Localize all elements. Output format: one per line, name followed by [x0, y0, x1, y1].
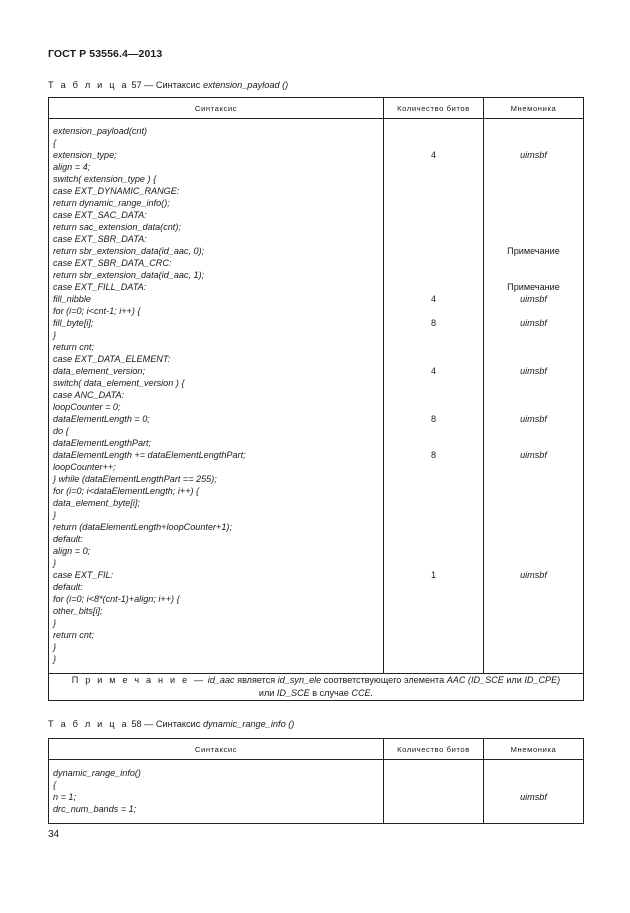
mnemonic-value: uimsbf [520, 318, 547, 328]
bits-value: 4 [430, 294, 437, 304]
mnemonic-value: uimsbf [520, 366, 547, 376]
mnemonic-value [484, 557, 583, 569]
mnemonic-value [484, 125, 583, 137]
mnemonic-value [484, 257, 583, 269]
mnemonic-value [484, 437, 583, 449]
syntax-line: return cnt; [53, 342, 94, 352]
mnemonic-value: uimsbf [520, 450, 547, 460]
table58-body-row [49, 760, 584, 824]
note-text: или [258, 688, 275, 698]
note-term: id_aac [207, 675, 235, 685]
mnemonic-value: uimsbf [520, 570, 547, 580]
syntax-line: } [53, 642, 57, 652]
mnemonic-value [484, 509, 583, 521]
bits-value [384, 509, 483, 521]
syntax-line: fill_nibble [53, 294, 91, 304]
bits-value [384, 533, 483, 545]
note-term: CCE. [351, 688, 374, 698]
syntax-line: } [53, 330, 57, 340]
syntax-lines [49, 125, 383, 665]
table57-caption [48, 80, 288, 90]
syntax-line: } while (dataElementLengthPart == 255); [53, 474, 217, 484]
table57-name: extension_payload () [202, 80, 289, 90]
bits-value [384, 593, 483, 605]
syntax-line: } [53, 654, 57, 664]
bits-value [384, 197, 483, 209]
mnemonic-value [484, 473, 583, 485]
syntax-line: { [53, 138, 57, 148]
mnemonic-value [484, 593, 583, 605]
syntax-line: { [53, 780, 57, 790]
bits-value [384, 245, 483, 257]
bits-value [384, 257, 483, 269]
table57-header-row [49, 98, 584, 119]
mnemonic-lines [484, 125, 583, 665]
mnemonic-value [484, 233, 583, 245]
syntax-line: do { [53, 426, 69, 436]
mnemonic-value [484, 485, 583, 497]
syntax-line: n = 1; [53, 792, 77, 802]
bits-value: 8 [430, 414, 437, 424]
table57 [48, 97, 584, 701]
bits-value: 1 [430, 570, 437, 580]
header-syntax: Синтаксис [49, 739, 384, 760]
mnemonic-value [484, 653, 583, 665]
syntax-line: loopCounter = 0; [53, 402, 121, 412]
mnemonic-value [484, 779, 583, 791]
syntax-line: for (i=0; i<8*(cnt-1)+align; i++) { [53, 594, 180, 604]
mnemonic-value: Примечание [507, 246, 560, 256]
mnemonic-value: uimsbf [520, 414, 547, 424]
mnemonic-value [484, 341, 583, 353]
table58 [48, 738, 584, 824]
syntax-line: } [53, 510, 57, 520]
page-number: 34 [48, 829, 60, 840]
note-text: в случае [312, 688, 349, 698]
bits-value [384, 497, 483, 509]
syntax-line: case EXT_SBR_DATA: [53, 234, 147, 244]
bits-value: 4 [430, 150, 437, 160]
note-text: является [237, 675, 276, 685]
syntax-line: extension_payload(cnt) [53, 126, 148, 136]
header-mnemonic: Мнемоника [484, 739, 584, 760]
syntax-line: case EXT_DATA_ELEMENT: [53, 354, 171, 364]
mnemonic-value [484, 767, 583, 779]
syntax-column [49, 119, 384, 674]
mnemonic-value: uimsbf [520, 792, 547, 802]
bits-value [384, 173, 483, 185]
bits-value: 8 [430, 318, 437, 328]
bits-value [384, 653, 483, 665]
syntax-line: dataElementLength = 0; [53, 414, 150, 424]
syntax-line: extension_type; [53, 150, 117, 160]
mnemonic-value [484, 197, 583, 209]
mnemonic-value [484, 533, 583, 545]
bits-value [384, 425, 483, 437]
note-term: ID_SCE [276, 688, 310, 698]
syntax-line: return sac_extension_data(cnt); [53, 222, 181, 232]
mnemonic-value [484, 521, 583, 533]
table58-dash: — Синтаксис [144, 719, 201, 729]
syntax-line: drc_num_bands = 1; [53, 804, 137, 814]
table58-label: Т а б л и ц а [48, 719, 129, 729]
syntax-line: return dynamic_range_info(); [53, 198, 170, 208]
syntax-line: dynamic_range_info() [53, 768, 141, 778]
bits-value [384, 341, 483, 353]
bits-value [384, 137, 483, 149]
table57-dash: — Синтаксис [144, 80, 201, 90]
bits-value [384, 125, 483, 137]
table58-caption [48, 719, 294, 729]
mnemonic-value [484, 269, 583, 281]
mnemonic-value [484, 629, 583, 641]
table57-label: Т а б л и ц а [48, 80, 129, 90]
header-mnemonic: Мнемоника [484, 98, 584, 119]
bits-column [384, 119, 484, 674]
syntax-line: case EXT_FIL: [53, 570, 114, 580]
mnemonic-column [484, 119, 584, 674]
syntax-line: return cnt; [53, 630, 94, 640]
syntax-line: case EXT_DYNAMIC_RANGE: [53, 186, 180, 196]
table57-note [49, 674, 584, 701]
syntax-line: dataElementLength += dataElementLengthPart; [53, 450, 246, 460]
bits-value [384, 629, 483, 641]
syntax-line: return sbr_extension_data(id_aac, 1); [53, 270, 205, 280]
mnemonic-value [484, 173, 583, 185]
syntax-line: loopCounter++; [53, 462, 116, 472]
bits-value [384, 401, 483, 413]
note-label: П р и м е ч а н и е — [71, 675, 206, 685]
mnemonic-value: Примечание [507, 282, 560, 292]
bits-value [384, 437, 483, 449]
syntax-line: other_bits[i]; [53, 606, 103, 616]
bits-value [384, 161, 483, 173]
bits-value [384, 485, 483, 497]
table58-header-row [49, 739, 584, 760]
mnemonic-value [484, 185, 583, 197]
mnemonic-value [484, 209, 583, 221]
syntax-line: align = 0; [53, 546, 91, 556]
mnemonic-value [484, 617, 583, 629]
header-bits: Количество битов [384, 98, 484, 119]
syntax-line: fill_byte[i]; [53, 318, 94, 328]
syntax-line: data_element_byte[i]; [53, 498, 140, 508]
syntax-line: dataElementLengthPart; [53, 438, 152, 448]
mnemonic-value [484, 461, 583, 473]
mnemonic-value [484, 425, 583, 437]
syntax-line: for (i=0; i<cnt-1; i++) { [53, 306, 141, 316]
bits-value [384, 605, 483, 617]
bits-value [384, 803, 483, 815]
mnemonic-value [484, 329, 583, 341]
bits-value: 8 [430, 450, 437, 460]
syntax-line: switch( extension_type ) { [53, 174, 157, 184]
bits-value [384, 281, 483, 293]
header-syntax: Синтаксис [49, 98, 384, 119]
syntax-lines [49, 767, 383, 815]
mnemonic-value [484, 641, 583, 653]
bits-value [384, 473, 483, 485]
mnemonic-value: uimsbf [520, 294, 547, 304]
bits-value [384, 377, 483, 389]
table57-body-row [49, 119, 584, 674]
bits-value [384, 389, 483, 401]
mnemonic-lines [484, 767, 583, 815]
bits-lines [384, 767, 483, 815]
header-bits: Количество битов [384, 739, 484, 760]
mnemonic-value [484, 401, 583, 413]
mnemonic-value [484, 803, 583, 815]
note-text: соответствующего элемента [323, 675, 445, 685]
bits-value [384, 209, 483, 221]
standard-header: ГОСТ Р 53556.4—2013 [48, 48, 163, 60]
syntax-column [49, 760, 384, 824]
bits-value [384, 779, 483, 791]
syntax-line: return (dataElementLength+loopCounter+1); [53, 522, 232, 532]
bits-value [384, 329, 483, 341]
mnemonic-value: uimsbf [520, 150, 547, 160]
note-term: AAC (ID_SCE [446, 675, 504, 685]
bits-value [384, 767, 483, 779]
bits-lines [384, 125, 483, 665]
mnemonic-value [484, 581, 583, 593]
mnemonic-value [484, 389, 583, 401]
bits-value [384, 545, 483, 557]
syntax-line: case EXT_FILL_DATA: [53, 282, 147, 292]
syntax-line: default: [53, 534, 83, 544]
bits-value [384, 353, 483, 365]
table58-name: dynamic_range_info () [202, 719, 295, 729]
mnemonic-value [484, 305, 583, 317]
bits-value [384, 617, 483, 629]
bits-value [384, 305, 483, 317]
table57-note-row [49, 674, 584, 701]
bits-value [384, 233, 483, 245]
bits-value [384, 461, 483, 473]
mnemonic-value [484, 497, 583, 509]
bits-value [384, 185, 483, 197]
mnemonic-value [484, 605, 583, 617]
bits-value [384, 581, 483, 593]
syntax-line: data_element_version; [53, 366, 146, 376]
mnemonic-value [484, 137, 583, 149]
syntax-line: for (i=0; i<dataElementLength; i++) { [53, 486, 200, 496]
mnemonic-value [484, 161, 583, 173]
syntax-line: } [53, 558, 57, 568]
note-term: id_syn_ele [277, 675, 322, 685]
syntax-line: return sbr_extension_data(id_aac, 0); [53, 246, 205, 256]
table57-number: 57 [131, 80, 142, 90]
table58-number: 58 [131, 719, 142, 729]
note-text: или [506, 675, 522, 685]
bits-value [384, 221, 483, 233]
mnemonic-value [484, 353, 583, 365]
bits-value: 4 [430, 366, 437, 376]
syntax-line: } [53, 618, 57, 628]
mnemonic-value [484, 545, 583, 557]
note-term: ID_CPE) [524, 675, 561, 685]
bits-value [384, 557, 483, 569]
bits-value [384, 269, 483, 281]
syntax-line: default: [53, 582, 83, 592]
syntax-line: switch( data_element_version ) { [53, 378, 185, 388]
syntax-line: align = 4; [53, 162, 91, 172]
syntax-line: case ANC_DATA: [53, 390, 125, 400]
syntax-line: case EXT_SAC_DATA: [53, 210, 147, 220]
bits-column [384, 760, 484, 824]
bits-value [384, 521, 483, 533]
mnemonic-value [484, 221, 583, 233]
bits-value [384, 641, 483, 653]
syntax-line: case EXT_SBR_DATA_CRC: [53, 258, 172, 268]
mnemonic-column [484, 760, 584, 824]
bits-value [384, 791, 483, 803]
mnemonic-value [484, 377, 583, 389]
